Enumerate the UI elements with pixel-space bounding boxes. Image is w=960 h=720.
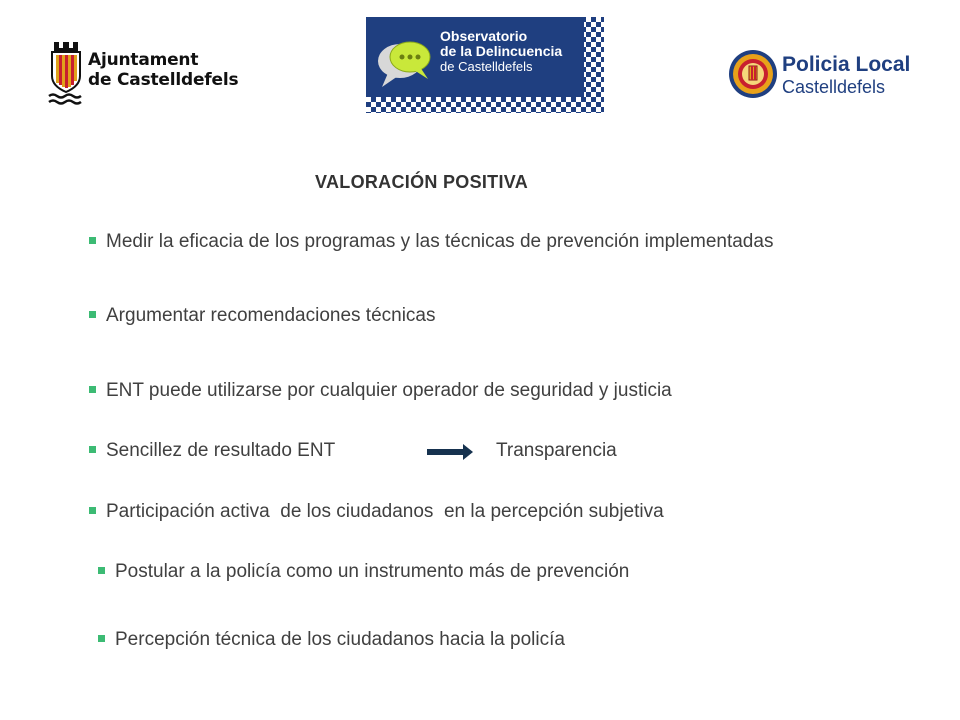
right-arrow-icon bbox=[425, 441, 475, 463]
bullet-square-icon bbox=[98, 635, 105, 642]
bullet-item bbox=[89, 380, 672, 402]
bullet-square-icon bbox=[89, 311, 96, 318]
bullet-square-icon bbox=[89, 386, 96, 393]
speech-bubbles-icon bbox=[370, 27, 440, 97]
observatorio-logo bbox=[366, 17, 604, 113]
observatorio-line2: de la Delincuencia bbox=[440, 43, 563, 59]
bullet-text: Participación activa de los ciudadanos en la percepción subjetiva bbox=[106, 501, 664, 522]
bullet-text: ENT puede utilizarse por cualquier operador de seguridad y justicia bbox=[106, 380, 672, 401]
bullet-text: Percepción técnica de los ciudadanos hacia la policía bbox=[115, 629, 565, 650]
policia-local-logo bbox=[728, 44, 928, 106]
bullet-item bbox=[89, 305, 436, 327]
bullet-text-right: Transparencia bbox=[496, 440, 617, 461]
bullet-item bbox=[98, 629, 565, 651]
bullet-square-icon bbox=[89, 237, 96, 244]
bullet-item bbox=[98, 561, 629, 583]
ajuntament-logo-text bbox=[88, 50, 238, 90]
bullet-text: Postular a la policía como un instrumento más de prevención bbox=[115, 561, 630, 582]
ajuntament-line2: de Castelldefels bbox=[88, 70, 239, 90]
bullet-square-icon bbox=[89, 446, 96, 453]
bullet-square-icon bbox=[98, 567, 105, 574]
observatorio-line3: de Castelldefels bbox=[440, 59, 533, 74]
bullet-item bbox=[89, 501, 664, 523]
observatorio-line1: Observatorio bbox=[440, 28, 528, 44]
castle-shield-icon bbox=[46, 40, 86, 106]
bullet-text: Sencillez de resultado ENT bbox=[106, 440, 336, 461]
police-badge-icon bbox=[728, 44, 778, 104]
bullet-text: Medir la eficacia de los programas y las técnicas de prevención implementadas bbox=[106, 231, 774, 252]
bullet-square-icon bbox=[89, 507, 96, 514]
bullet-item bbox=[89, 440, 689, 462]
ajuntament-line1: Ajuntament bbox=[88, 50, 199, 70]
slide-heading: VALORACIÓN POSITIVA bbox=[315, 172, 529, 192]
observatorio-logo-text bbox=[440, 29, 562, 74]
bullet-text: Argumentar recomendaciones técnicas bbox=[106, 305, 436, 326]
ajuntament-logo bbox=[46, 40, 246, 106]
bullet-item bbox=[89, 231, 900, 253]
policia-line1: Policia Local bbox=[782, 53, 911, 76]
policia-line2: Castelldefels bbox=[782, 77, 886, 97]
